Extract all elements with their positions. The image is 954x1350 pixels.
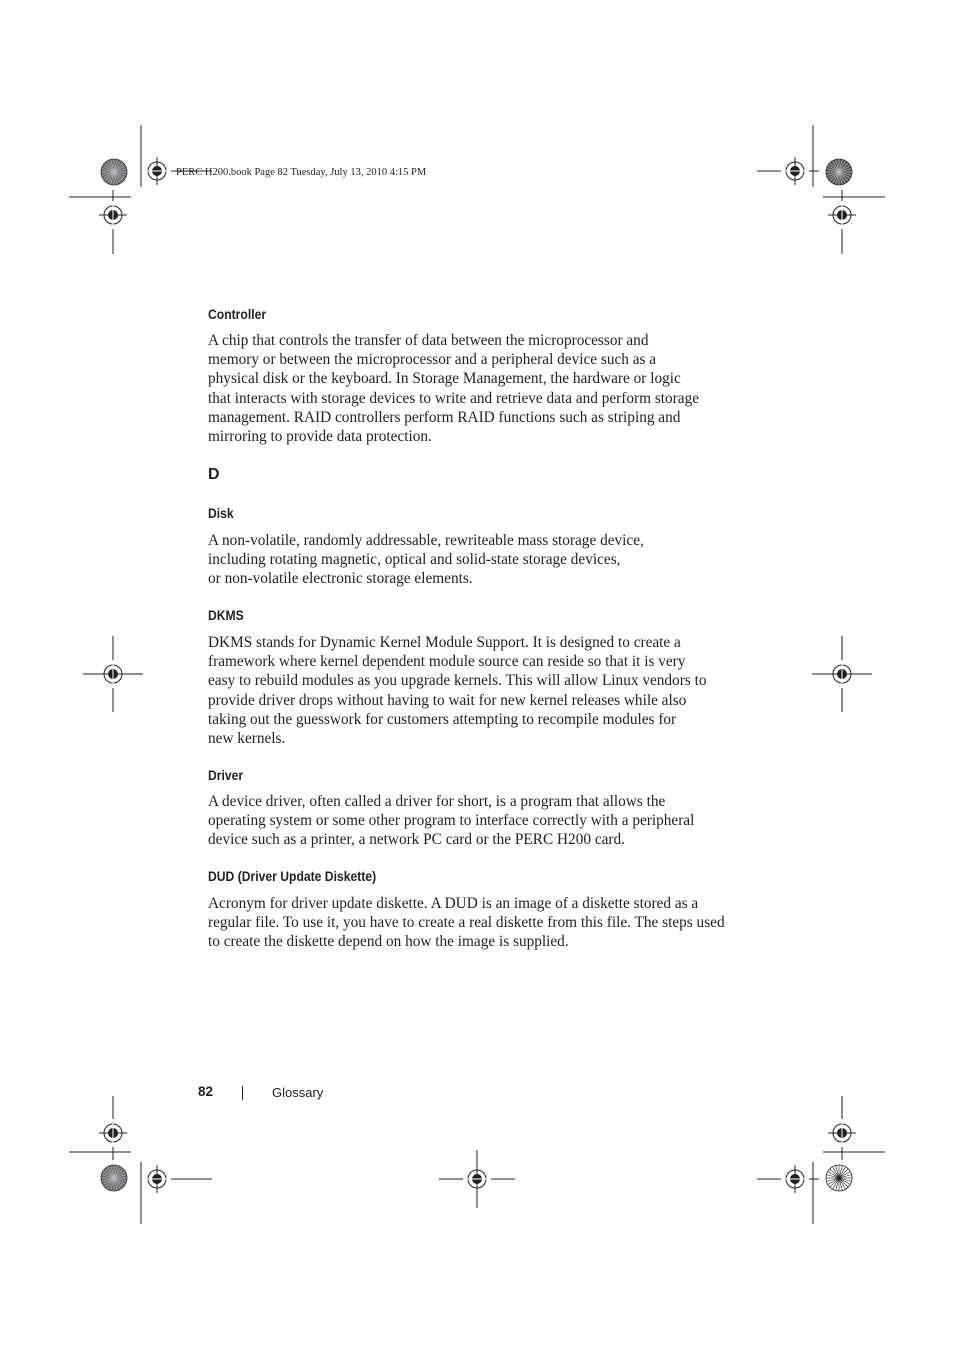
registration-target-icon — [143, 157, 171, 185]
term-controller: Controller — [208, 307, 267, 322]
page-number: 82 — [198, 1084, 214, 1099]
registration-target-icon — [99, 1119, 127, 1147]
term-dkms: DKMS — [208, 608, 244, 623]
definition-disk: A non-volatile, randomly addressable, rewriteable mass storage device, including rotating magnetic, optical and solid-state storage devices, or non-volatile electronic storage elements. — [208, 532, 644, 588]
term-disk: Disk — [208, 506, 234, 521]
section-letter: D — [208, 466, 220, 483]
star-target-icon — [101, 1165, 127, 1191]
definition-dkms: DKMS stands for Dynamic Kernel Module Support. It is designed to create a framework where kernel dependent module source can reside so that it is very easy to rebuild modules as you upgrade kernels. This will allow Linux vendors to provide driver drops without having to wait for new kernel releases while also taking out the guesswork for customers attempting to recompile modules for new kernels. — [208, 634, 707, 748]
registration-target-icon — [828, 1119, 856, 1147]
star-target-icon — [101, 159, 127, 185]
registration-target-icon — [781, 1165, 809, 1193]
term-dud: DUD (Driver Update Diskette) — [208, 869, 377, 884]
definition-dud: Acronym for driver update diskette. A DUD is an image of a diskette stored as a regular file. To use it, you have to create a real diskette from this file. The steps used to create the diskette depend on how the image is supplied. — [208, 895, 725, 951]
term-driver: Driver — [208, 768, 244, 783]
definition-controller: A chip that controls the transfer of data between the microprocessor and memory or between the microprocessor and a peripheral device such as a physical disk or the keyboard. In Storage Management, the hardware or logic that interacts with storage devices to write and retrieve data and perform storage management. RAID controllers perform RAID functions such as striping and mirroring to provide data protection. — [208, 332, 700, 446]
footer-section-title: Glossary — [272, 1085, 324, 1100]
definition-driver: A device driver, often called a driver for short, is a program that allows the operating system or some other program to interface correctly with a peripheral device such as a printer, a network PC card or the PERC H200 card. — [208, 793, 695, 849]
print-slug: PERC H200.book Page 82 Tuesday, July 13, 2010 4:15 PM — [176, 167, 427, 178]
registration-target-icon — [828, 201, 856, 229]
footer-divider — [242, 1086, 243, 1100]
star-target-icon — [826, 1165, 852, 1191]
registration-target-icon — [781, 157, 809, 185]
star-target-icon — [826, 159, 852, 185]
registration-target-icon — [99, 201, 127, 229]
registration-target-icon — [143, 1165, 171, 1193]
